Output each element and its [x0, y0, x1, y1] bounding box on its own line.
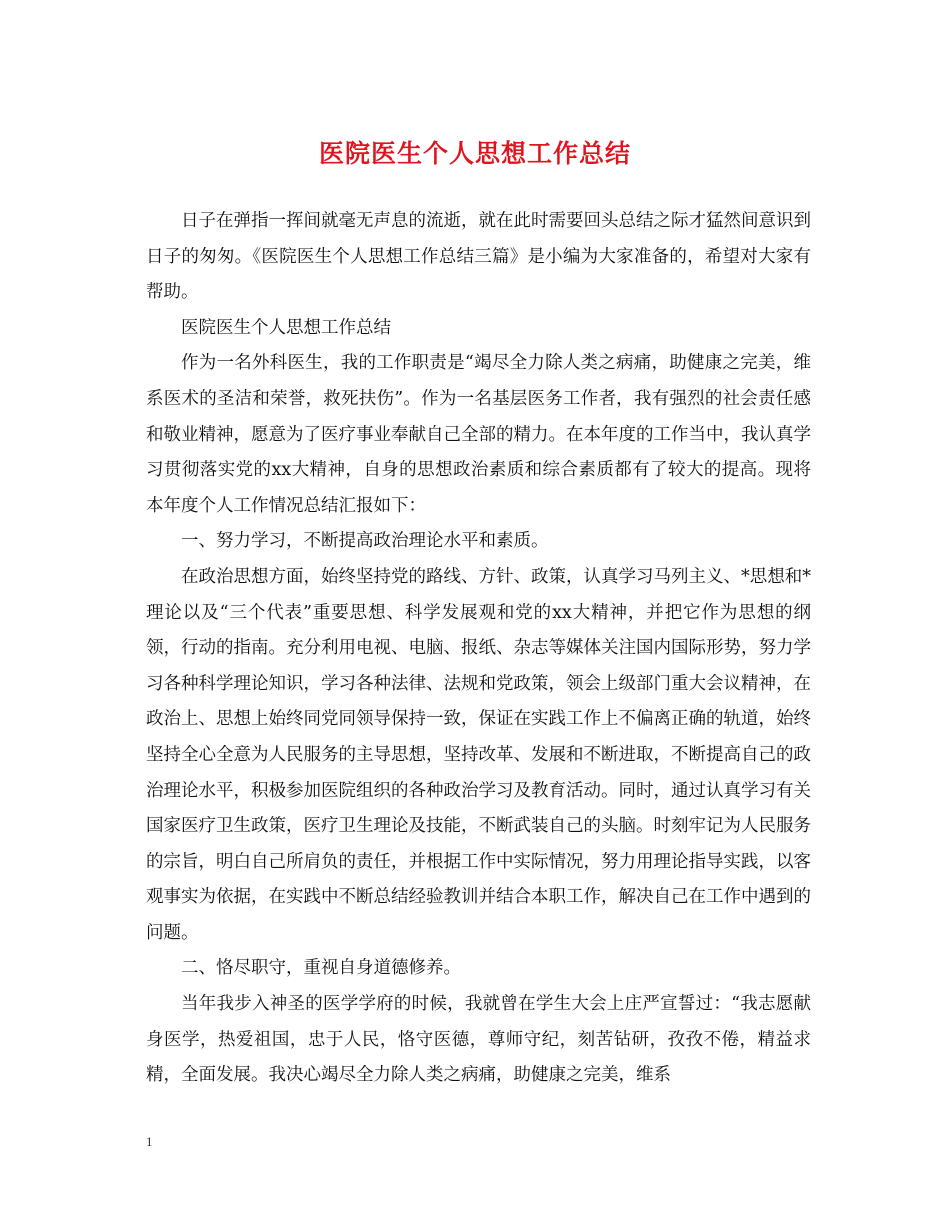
paragraph-intro: 日子在弹指一挥间就毫无声息的流逝，就在此时需要回头总结之际才猛然间意识到日子的匆匆。《医院医生个人思想工作总结三篇》是小编为大家准备的，希望对大家有帮助。 [146, 211, 811, 303]
paragraph-subtitle: 医院医生个人思想工作总结 [181, 317, 391, 338]
document-body [146, 204, 811, 1094]
paragraph-duties: 作为一名外科医生，我的工作职责是“竭尽全力除人类之病痛，助健康之完美，维系医术的圣洁和荣誉，救死扶伤”。作为一名基层医务工作者，我有强烈的社会责任感和敬业精神，愿意为了医疗事业奉献自己全部的精力。在本年度的工作当中，我认真学习贯彻落实党的xx大精神，自身的思想政治素质和综合素质都有了较大的提高。现将本年度个人工作情况总结汇报如下： [146, 353, 811, 516]
section-heading-1: 一、努力学习，不断提高政治理论水平和素质。 [181, 531, 549, 552]
paragraph-political-study: 在政治思想方面，始终坚持党的路线、方针、政策，认真学习马列主义、*思想和*理论以及“三个代表”重要思想、科学发展观和党的xx大精神，并把它作为思想的纲领，行动的指南。充分利用电视、电脑、报纸、杂志等媒体关注国内国际形势，努力学习各种科学理论知识，学习各种法律、法规和党政策，领会上级部门重大会议精神，在政治上、思想上始终同党同领导保持一致，保证在实践工作上不偏离正确的轨道，始终坚持全心全意为人民服务的主导思想，坚持改革、发展和不断进取，不断提高自己的政治理论水平，积极参加医院组织的各种政治学习及教育活动。同时，通过认真学习有关国家医疗卫生政策，医疗卫生理论及技能，不断武装自己的头脑。时刻牢记为人民服务的宗旨，明白自己所肩负的责任，并根据工作中实际情况，努力用理论指导实践，以客观事实为依据，在实践中不断总结经验教训并结合本职工作，解决自己在工作中遇到的问题。 [146, 566, 811, 943]
document-title: 医院医生个人思想工作总结 [318, 139, 631, 168]
section-heading-2: 二、恪尽职守，重视自身道德修养。 [181, 958, 461, 979]
paragraph-oath: 当年我步入神圣的医学学府的时候，我就曾在学生大会上庄严宣誓过：“我志愿献身医学，热爱祖国，忠于人民，恪守医德，尊师守纪，刻苦钻研，孜孜不倦，精益求精，全面发展。我决心竭尽全力除人类之病痛，助健康之完美，维系 [146, 994, 811, 1086]
page-number: 1 [146, 1134, 153, 1149]
